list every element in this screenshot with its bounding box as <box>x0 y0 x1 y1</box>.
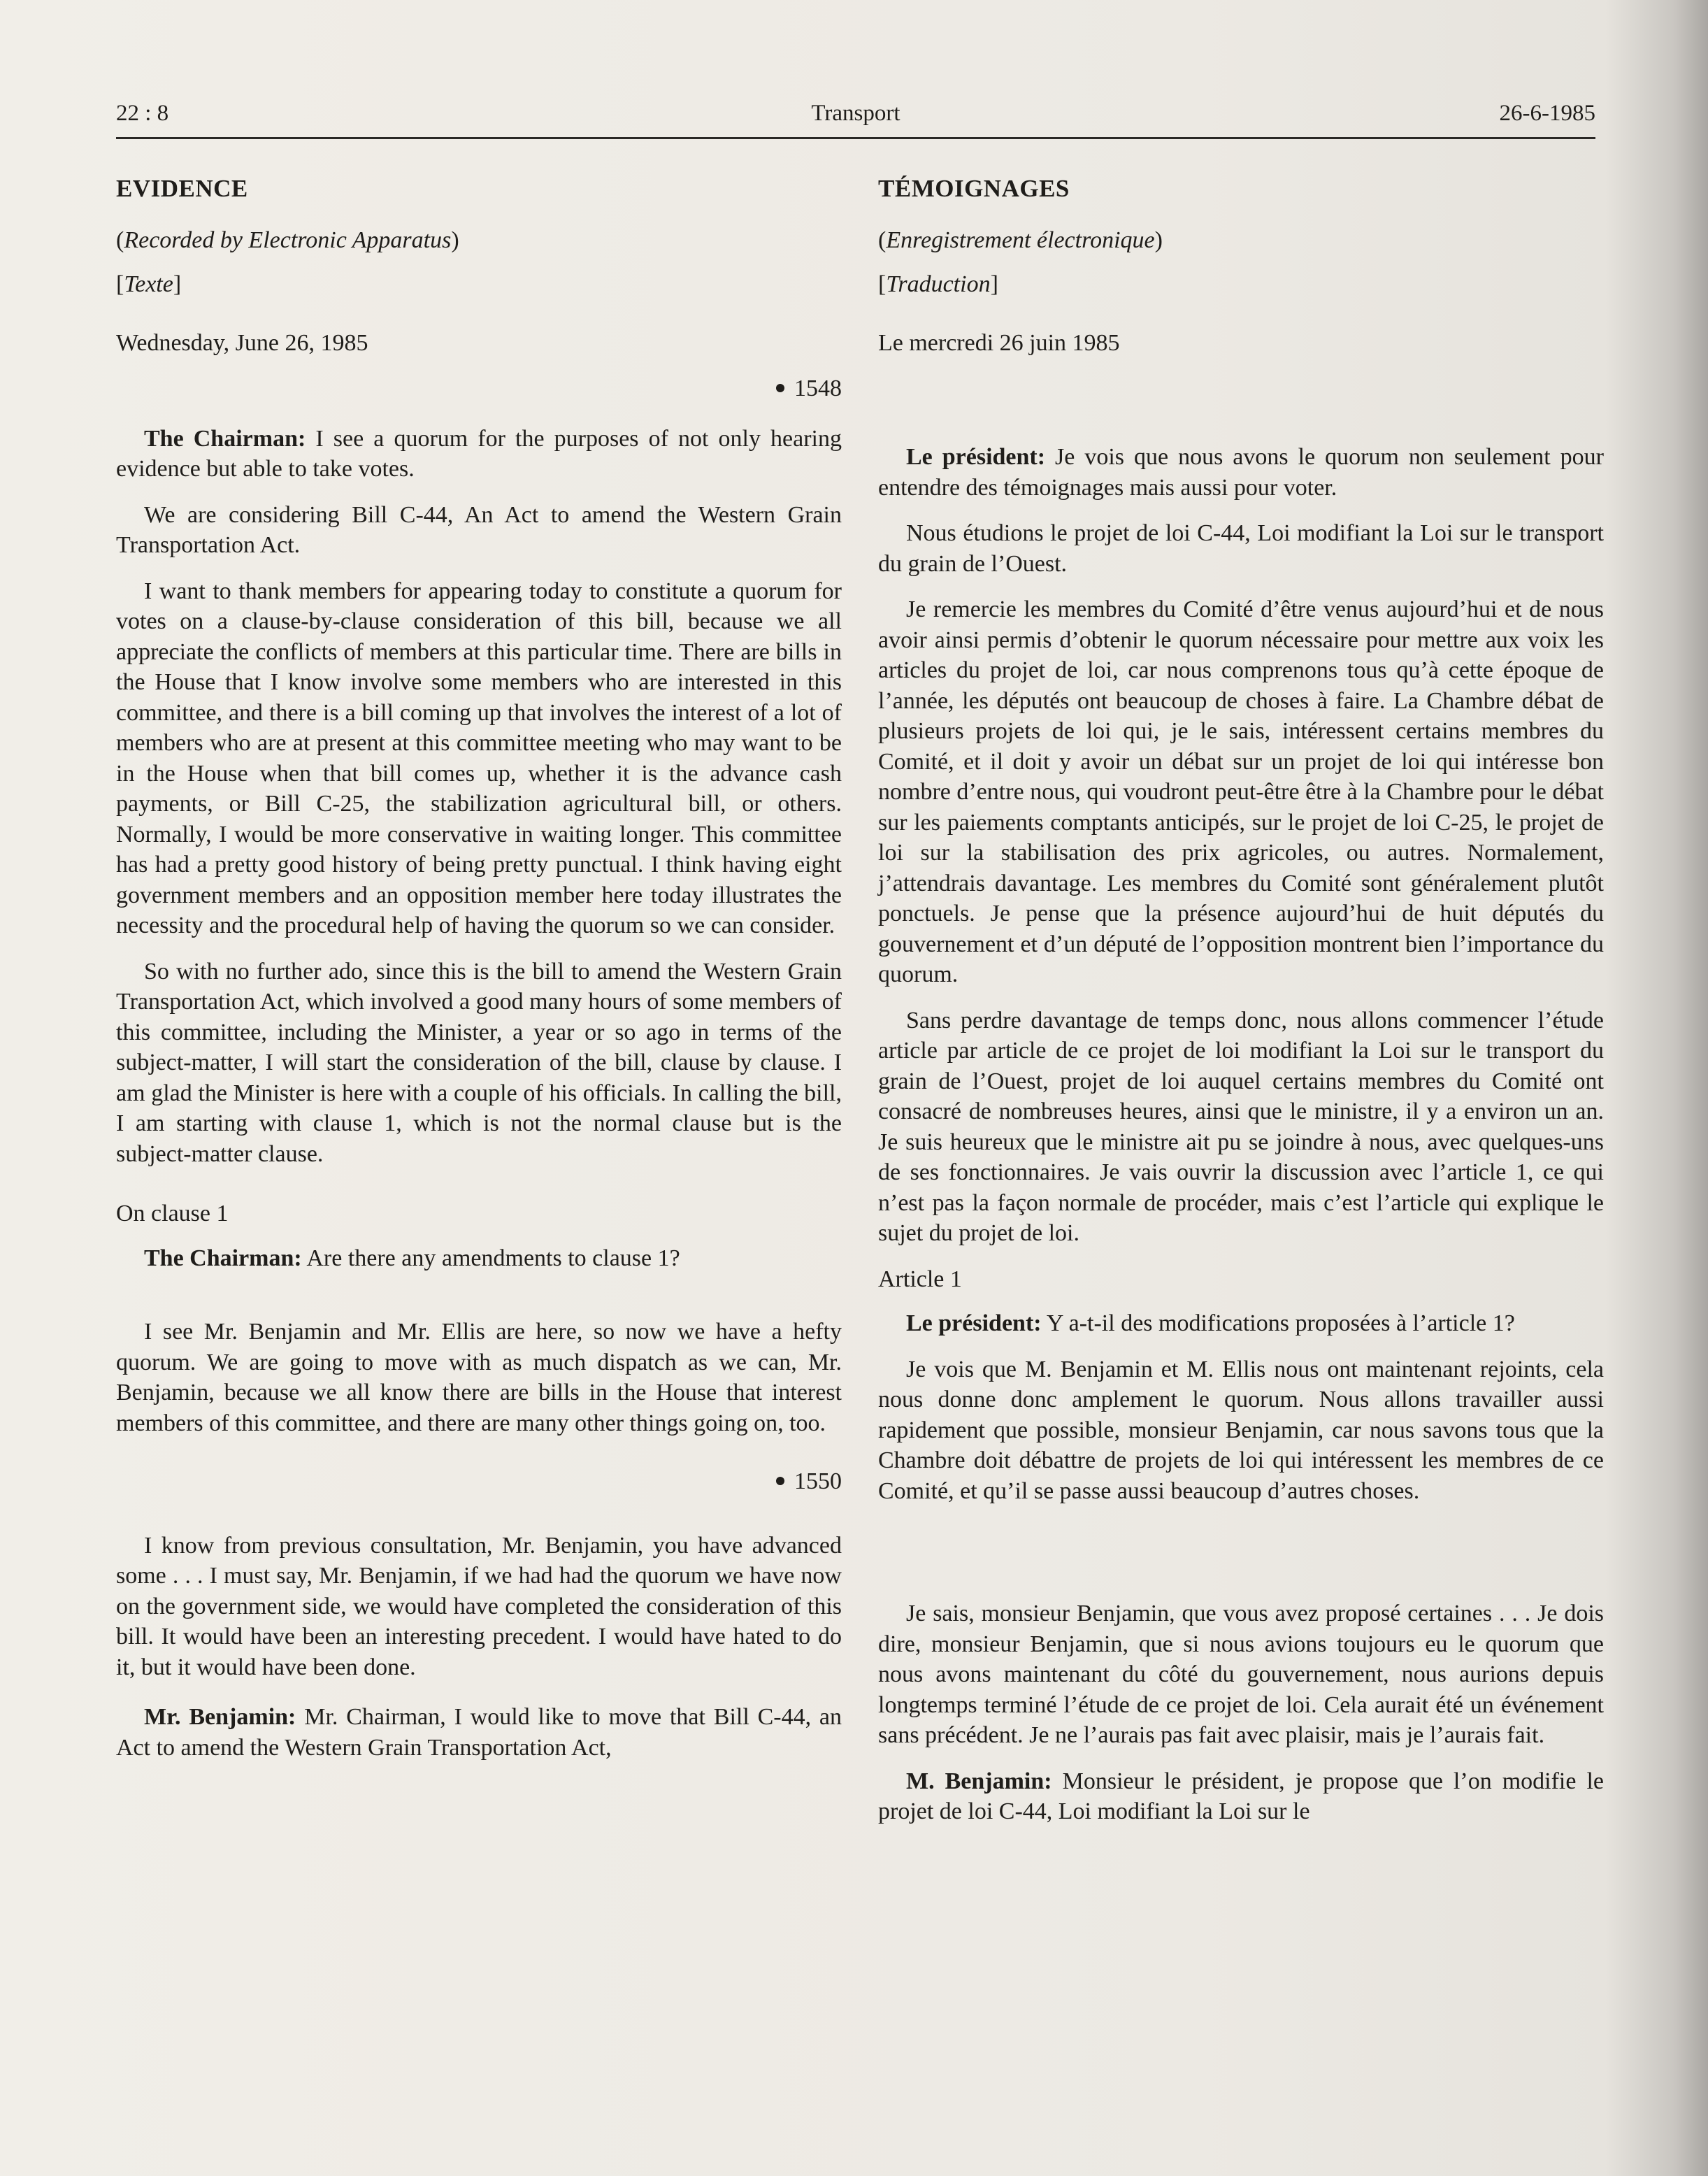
paragraph: Je remercie les membres du Comité d’être venus aujourd’hui et de nous avoir ainsi permis d’obtenir le quorum nécessaire pour mettre aux voix les articles du projet de loi, car nous comprenons tous qu’à cette époque de l’année, les députés ont beaucoup de choses à faire. La Chambre débat de plusieurs projets de loi qui, je le sais, intéressent certains membres du Comité, et il doit y avoir un débat sur un projet de loi qui intéresse bon nombre d’entre nous, qui voudront peut-être être à la Chambre pour le débat sur les paiements comptants anticipés, sur le projet de loi C-25, le projet de loi sur la stabilisation des prix agricoles, ou autres. Normalement, j’attendrais davantage. Les membres du Comité sont généralement plutôt ponctuels. Je pense que la présence aujourd’hui de huit députés du gouvernement et d’un député de l’opposition montrent bien l’importance du quorum. <box>878 596 1604 987</box>
time-marker <box>116 1466 842 1497</box>
section-heading: TÉMOIGNAGES <box>878 175 1070 202</box>
paragraph <box>116 1702 842 1763</box>
english-column <box>116 173 842 1778</box>
paragraph <box>116 424 842 485</box>
recording-note: (Recorded by Electronic Apparatus) <box>116 227 459 253</box>
paragraph: We are considering Bill C-44, An Act to amend the Western Grain Transportation Act. <box>116 501 842 558</box>
speech-text: Are there any amendments to clause 1? <box>301 1245 680 1271</box>
sitting-date: Wednesday, June 26, 1985 <box>116 329 368 356</box>
page-number: 22 : 8 <box>116 101 169 126</box>
language-label: [Texte] <box>116 271 182 297</box>
speech-text: Mr. Chairman, I would like to move that Bill C-44, an Act to amend the Western Grain Transportation Act, <box>116 1704 842 1761</box>
paragraph <box>878 1308 1604 1339</box>
recording-note-text: Enregistrement électronique <box>886 227 1155 253</box>
paragraph <box>878 1766 1604 1827</box>
time-marker-text: 1548 <box>794 375 842 401</box>
speech-text: Je vois que nous avons le quorum non seulement pour entendre des témoignages mais aussi pour voter. <box>878 444 1604 501</box>
speaker-name: M. Benjamin: <box>906 1768 1052 1794</box>
header-date: 26-6-1985 <box>1499 101 1595 126</box>
sitting-date: Le mercredi 26 juin 1985 <box>878 329 1120 356</box>
language-label-text: Traduction <box>886 271 991 297</box>
speaker-name: Le président: <box>906 1310 1042 1336</box>
french-column <box>878 173 1604 1842</box>
speaker-name: Mr. Benjamin: <box>144 1704 296 1730</box>
clause-heading: Article 1 <box>878 1266 962 1292</box>
speech-text: Y a-t-il des modifications proposées à l’article 1? <box>1041 1310 1515 1336</box>
paragraph: I see Mr. Benjamin and Mr. Ellis are here, so now we have a hefty quorum. We are going to move with as much dispatch as we can, Mr. Benjamin, because we all know there are bills in the House that interest members of this committee, and there are many other things going on, too. <box>116 1319 842 1436</box>
running-header <box>116 98 1595 139</box>
clause-heading: On clause 1 <box>116 1201 229 1226</box>
speaker-name: The Chairman: <box>144 425 306 452</box>
speech-text: I see a quorum for the purposes of not only hearing evidence but able to take votes. <box>116 425 842 482</box>
time-marker <box>116 373 842 404</box>
header-title: Transport <box>811 101 900 126</box>
speech-text: Monsieur le président, je propose que l’on modifie le projet de loi C-44, Loi modifiant la Loi sur le <box>878 1768 1604 1824</box>
recording-note: (Enregistrement électronique) <box>878 227 1163 253</box>
paragraph: Sans perdre davantage de temps donc, nous allons commencer l’étude article par article de ce projet de loi modifiant la Loi sur le transport du grain de l’Ouest, projet de loi auquel certains membres du Comité ont consacré de nombreuses heures, ainsi que le ministre, il y a environ un an. Je suis heureux que le ministre ait pu se joindre à nous, avec quelques-uns de ses fonctionnaires. Je vais ouvrir la discussion avec l’article 1, ce qui n’est pas la façon normale de procéder, mais c’est l’article qui explique le sujet du projet de loi. <box>878 1007 1604 1246</box>
paragraph: So with no further ado, since this is the bill to amend the Western Grain Transportation Act, which involved a good many hours of some members of this committee, including the Minister, a year or so ago in terms of the subject-matter, I will start the consideration of the bill, clause by clause. I am glad the Minister is here with a couple of his officials. In calling the bill, I am starting with clause 1, which is not the normal clause but is the subject-matter clause. <box>116 958 842 1167</box>
recording-note-text: Recorded by Electronic Apparatus <box>124 227 452 253</box>
speaker-name: The Chairman: <box>144 1245 302 1271</box>
time-marker-text: 1550 <box>794 1468 842 1494</box>
bullet-icon <box>776 384 784 392</box>
paragraph <box>116 1243 842 1274</box>
paragraph: I know from previous consultation, Mr. Benjamin, you have advanced some . . . I must say, Mr. Benjamin, if we had had the quorum we have now on the government side, we would have completed the consideration of this bill. It would have been an interesting precedent. I would have hated to do it, but it would have been done. <box>116 1532 842 1680</box>
section-heading: EVIDENCE <box>116 175 248 202</box>
language-label: [Traduction] <box>878 271 998 297</box>
language-label-text: Texte <box>124 271 173 297</box>
bullet-icon <box>776 1477 784 1485</box>
paragraph <box>878 442 1604 503</box>
paragraph: I want to thank members for appearing today to constitute a quorum for votes on a clause-by-clause consideration of this bill, because we all appreciate the conflicts of members at this particular time. There are bills in the House that I know involve some members who are interested in this committee, and there is a bill coming up that involves the interest of a lot of members who are at present at this committee meeting who may want to be in the House when that bill comes up, whether it is the advance cash payments, or Bill C-25, the stabilization agricultural bill, or others. Normally, I would be more conservative in waiting longer. This committee has had a pretty good history of being pretty punctual. I think having eight government members and an opposition member here today illustrates the necessity and the procedural help of having the quorum so we can consider. <box>116 578 842 938</box>
paragraph: Je vois que M. Benjamin et M. Ellis nous ont maintenant rejoints, cela nous donne donc amplement le quorum. Nous allons travailler aussi rapidement que possible, monsieur Benjamin, car nous savons tous que la Chambre doit débattre de projets de loi qui intéressent les membres de ce Comité, et qu’il se passe aussi beaucoup d’autres choses. <box>878 1356 1604 1504</box>
speaker-name: Le président: <box>906 444 1046 470</box>
paragraph: Je sais, monsieur Benjamin, que vous avez proposé certaines . . . Je dois dire, monsieur Benjamin, que si nous avions toujours eu le quorum que nous avons maintenant du côté du gouvernement, nous aurions depuis longtemps terminé l’étude de ce projet de loi. Cela aurait été un événement sans précédent. Je ne l’aurais pas fait avec plaisir, mais je l’aurais fait. <box>878 1601 1604 1748</box>
paragraph: Nous étudions le projet de loi C-44, Loi modifiant la Loi sur le transport du grain de l’Ouest. <box>878 520 1604 577</box>
